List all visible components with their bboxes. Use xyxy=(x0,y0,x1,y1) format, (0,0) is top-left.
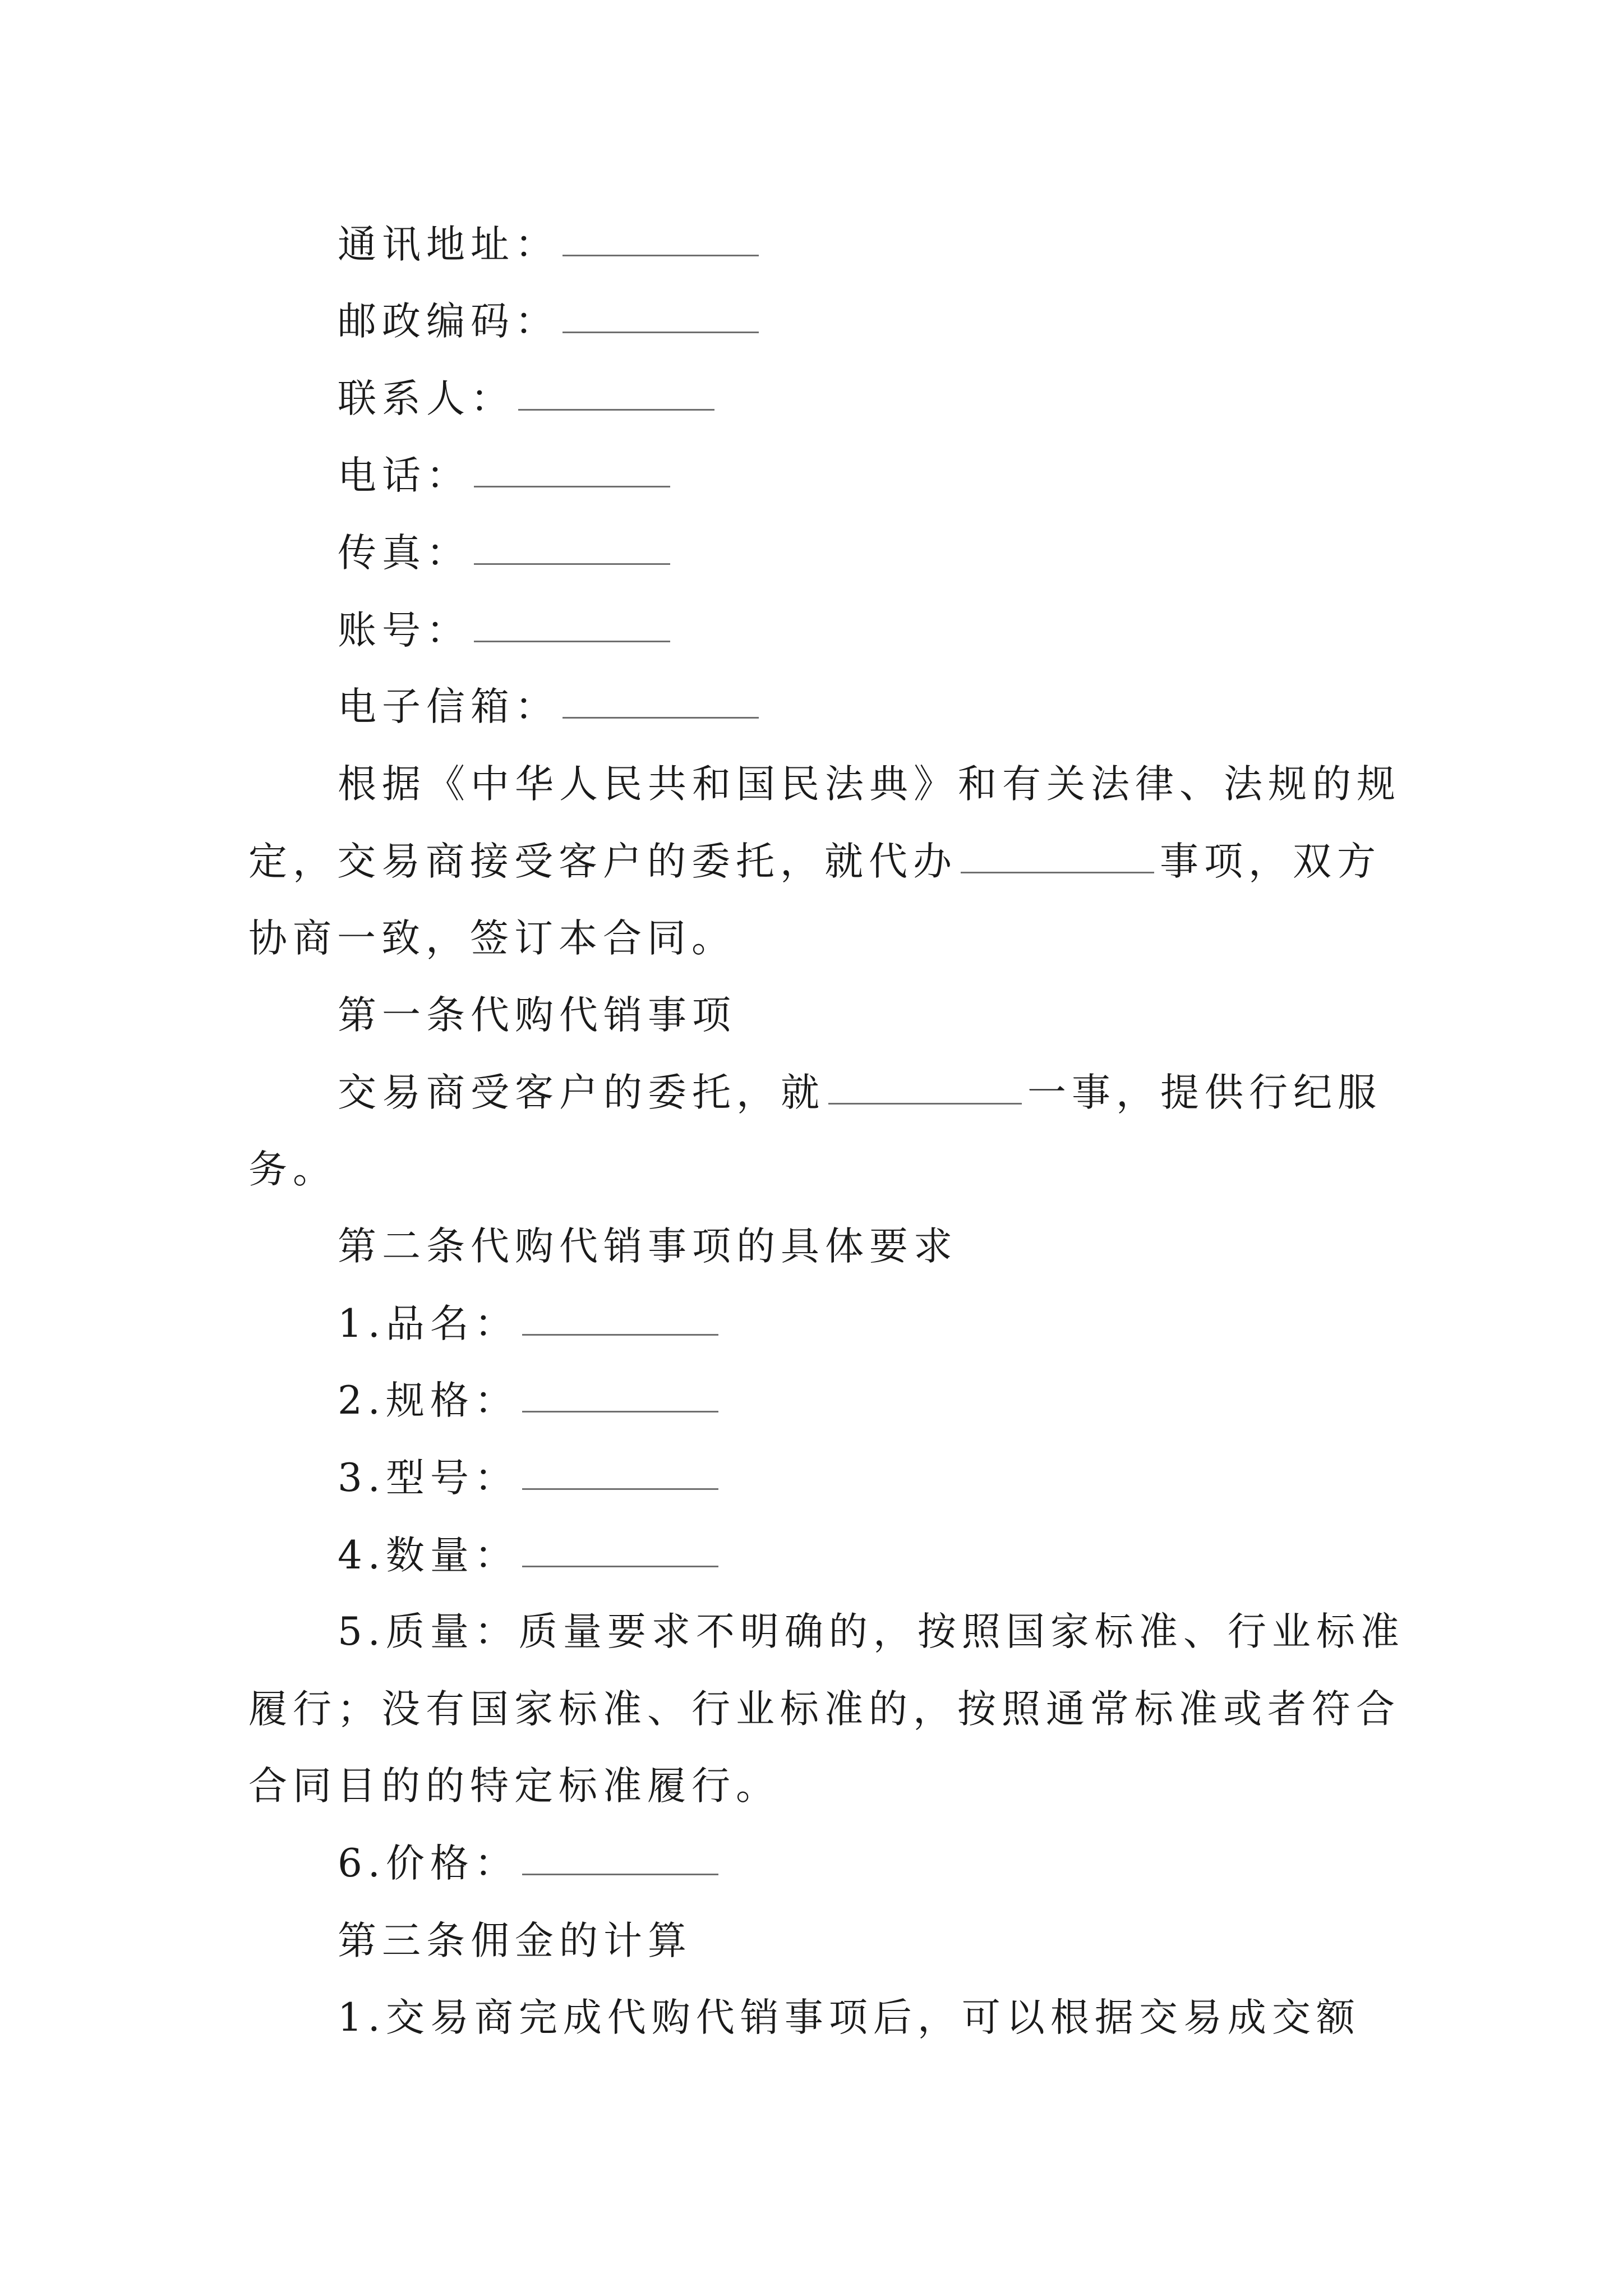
intro-line2-text-b: 事项，双方 xyxy=(1160,839,1381,884)
contact-person-label: 联系人： xyxy=(338,376,515,421)
postal-code-blank[interactable] xyxy=(562,327,759,333)
intro-paragraph-line-2 xyxy=(248,839,1384,884)
specification-blank[interactable] xyxy=(522,1406,718,1412)
specification-label: 2.规格： xyxy=(338,1378,519,1423)
product-name-field xyxy=(338,1301,724,1346)
article-2-title: 第二条代购代销事项的具体要求 xyxy=(338,1224,958,1269)
article-1-matter-blank[interactable] xyxy=(828,1098,1022,1105)
price-blank[interactable] xyxy=(522,1869,718,1875)
model-field xyxy=(338,1456,724,1501)
intro-line2-text-a: 定，交易商接受客户的委托，就代办 xyxy=(248,839,957,884)
phone-label: 电话： xyxy=(338,453,471,498)
article-3-title: 第三条佣金的计算 xyxy=(338,1918,692,1963)
email-field xyxy=(338,684,764,729)
phone-field xyxy=(338,453,676,498)
fax-label: 传真： xyxy=(338,531,471,576)
address-blank[interactable] xyxy=(562,250,759,256)
contact-person-blank[interactable] xyxy=(518,404,714,411)
quality-line-2: 履行；没有国家标准、行业标准的，按照通常标准或者符合 xyxy=(248,1687,1400,1732)
price-field xyxy=(338,1841,724,1886)
agency-matter-blank[interactable] xyxy=(961,867,1154,873)
article-1-text-line-2: 务。 xyxy=(248,1147,337,1192)
contact-person-field xyxy=(338,376,720,421)
article-1-text-line-1 xyxy=(248,1070,1384,1115)
account-label: 账号： xyxy=(338,608,471,653)
quantity-blank[interactable] xyxy=(522,1561,718,1567)
quantity-label: 4.数量： xyxy=(338,1533,519,1578)
email-label: 电子信箱： xyxy=(338,684,559,729)
specification-field xyxy=(338,1378,724,1423)
postal-code-label: 邮政编码： xyxy=(338,299,559,344)
article-3-item-1: 1.交易商完成代购代销事项后，可以根据交易成交额 xyxy=(338,1995,1361,2040)
article-1-text-b: 一事，提供行纪服 xyxy=(1027,1070,1382,1115)
product-name-label: 1.品名： xyxy=(338,1301,519,1346)
phone-blank[interactable] xyxy=(474,481,670,487)
postal-code-field xyxy=(338,299,764,344)
intro-paragraph-line-1: 根据《中华人民共和国民法典》和有关法律、法规的规 xyxy=(338,762,1401,807)
intro-paragraph-line-3: 协商一致，签订本合同。 xyxy=(248,916,736,961)
article-1-text-a: 交易商受客户的委托，就 xyxy=(338,1070,825,1115)
quality-line-3: 合同目的的特定标准履行。 xyxy=(248,1764,780,1809)
product-name-blank[interactable] xyxy=(522,1329,718,1336)
model-blank[interactable] xyxy=(522,1484,718,1490)
account-field xyxy=(338,608,676,653)
account-blank[interactable] xyxy=(474,636,670,642)
model-label: 3.型号： xyxy=(338,1456,519,1501)
quality-line-1: 5.质量：质量要求不明确的，按照国家标准、行业标准 xyxy=(338,1609,1405,1654)
address-label: 通讯地址： xyxy=(338,222,559,267)
email-blank[interactable] xyxy=(562,712,759,719)
price-label: 6.价格： xyxy=(338,1841,519,1886)
quantity-field xyxy=(338,1533,724,1578)
fax-field xyxy=(338,531,676,576)
fax-blank[interactable] xyxy=(474,559,670,565)
article-1-title: 第一条代购代销事项 xyxy=(338,993,736,1038)
address-field xyxy=(338,222,764,267)
